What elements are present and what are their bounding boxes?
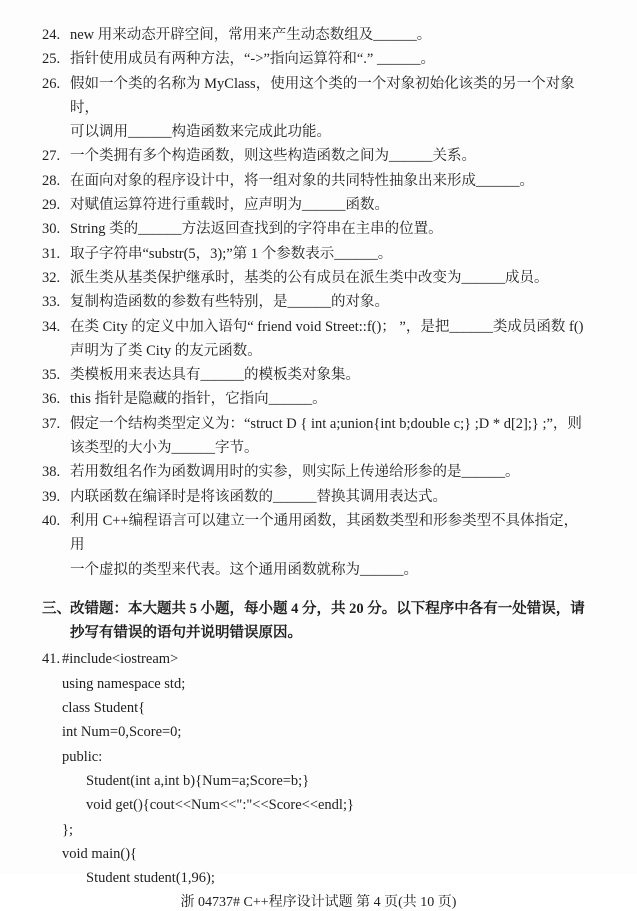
question-text: new 用来动态开辟空间，常用来产生动态数组及______。	[70, 27, 432, 43]
code-line: class Student{	[62, 700, 146, 717]
question-text: 一个类拥有多个构造函数，则这些构造函数之间为______关系。	[70, 148, 476, 165]
question-number: 24.	[42, 27, 61, 43]
section-number: 三、	[42, 600, 71, 617]
question-text: 取子字符串“substr(5，3);”第 1 个参数表示______。	[70, 245, 393, 262]
question-number: 39.	[42, 488, 61, 505]
question-41-code	[0, 672, 637, 891]
code-line: Student(int a,int b){Num=a;Score=b;}	[86, 772, 310, 789]
question-number: 29.	[42, 197, 61, 214]
question-text: 派生类从基类保护继承时，基类的公有成员在派生类中改变为______成员。	[70, 269, 549, 286]
question-number: 35.	[42, 367, 61, 384]
question-text: String 类的______方法返回查找到的字符串在主串的位置。	[70, 221, 443, 238]
question-26	[0, 72, 637, 145]
question-text: 假定一个结构类型定义为：“struct D { int a;union{int b;double c;} ;D * d[2];} ;”，则 该类型的大小为______字节。	[70, 415, 582, 457]
question-37	[0, 412, 637, 461]
question-41	[0, 647, 637, 671]
question-text: 在面向对象的程序设计中，将一组对象的共同特性抽象出来形成______。	[70, 172, 534, 189]
question-text: this 指针是隐藏的指针，它指向______。	[70, 391, 327, 408]
question-text: 内联函数在编译时是将该函数的______替换其调用表达式。	[70, 488, 447, 505]
code-line: void get(){cout<<Num<<":"<<Score<<endl;}	[86, 797, 354, 814]
question-38	[0, 460, 637, 484]
code-line-include: #include<iostream>	[62, 651, 179, 668]
question-39	[0, 485, 637, 509]
page-footer: 浙 04737# C++程序设计试题 第 4 页(共 10 页)	[180, 895, 457, 911]
question-text: 类模板用来表达具有______的模板类对象集。	[70, 367, 360, 384]
question-number: 37.	[42, 415, 61, 432]
question-number: 32.	[42, 269, 61, 286]
question-40	[0, 509, 637, 582]
question-number: 26.	[42, 75, 61, 92]
code-line: void main(){	[62, 845, 138, 862]
question-28	[0, 169, 637, 193]
question-text: 对赋值运算符进行重载时，应声明为______函数。	[70, 197, 389, 214]
question-text: 假如一个类的名称为 MyClass，使用这个类的一个对象初始化该类的另一个对象时， 可以调用______构造函数来完成此功能。	[70, 75, 575, 141]
question-31	[0, 242, 637, 266]
question-24	[0, 23, 637, 47]
question-30	[0, 217, 637, 241]
question-25	[0, 47, 637, 71]
question-number: 34.	[42, 318, 61, 335]
question-text: 复制构造函数的参数有些特别，是______的对象。	[70, 294, 389, 311]
code-line: };	[62, 821, 73, 838]
question-29	[0, 193, 637, 217]
section-title-text: 改错题：本大题共 5 小题，每小题 4 分，共 20 分。以下程序中各有一处错误，请 抄写有错误的语句并说明错误原因。	[70, 600, 585, 642]
question-text: 若用数组名作为函数调用时的实参，则实际上传递给形参的是______。	[70, 464, 520, 481]
question-number: 31.	[42, 245, 61, 262]
question-number: 25.	[42, 51, 61, 68]
code-line: Student student(1,96);	[86, 870, 215, 887]
question-32	[0, 266, 637, 290]
question-number: 41.	[42, 651, 61, 668]
question-35	[0, 363, 637, 387]
code-line: public:	[62, 748, 103, 765]
question-27	[0, 144, 637, 168]
question-text: 利用 C++编程语言可以建立一个通用函数，其函数类型和形参类型不具体指定，用 一个虚拟的类型来代表。这个通用函数就称为______。	[70, 512, 579, 578]
question-number: 30.	[42, 221, 61, 238]
question-number: 40.	[42, 512, 61, 529]
question-34	[0, 315, 637, 364]
question-36	[0, 387, 637, 411]
question-text: 在类 City 的定义中加入语句“ friend void Street::f()； ”，是把______类成员函数 f() 声明为了类 City 的友元函数。	[70, 318, 584, 359]
code-line: using namespace std;	[62, 675, 186, 692]
section-3-header	[0, 597, 637, 646]
question-number: 33.	[42, 294, 61, 311]
question-text: 指针使用成员有两种方法，“->”指向运算符和“.” ______。	[70, 51, 435, 68]
question-number: 36.	[42, 391, 61, 408]
question-33	[0, 290, 637, 314]
code-line: int Num=0,Score=0;	[62, 724, 182, 741]
question-number: 27.	[42, 148, 61, 165]
question-number: 28.	[42, 172, 61, 189]
question-number: 38.	[42, 464, 61, 481]
